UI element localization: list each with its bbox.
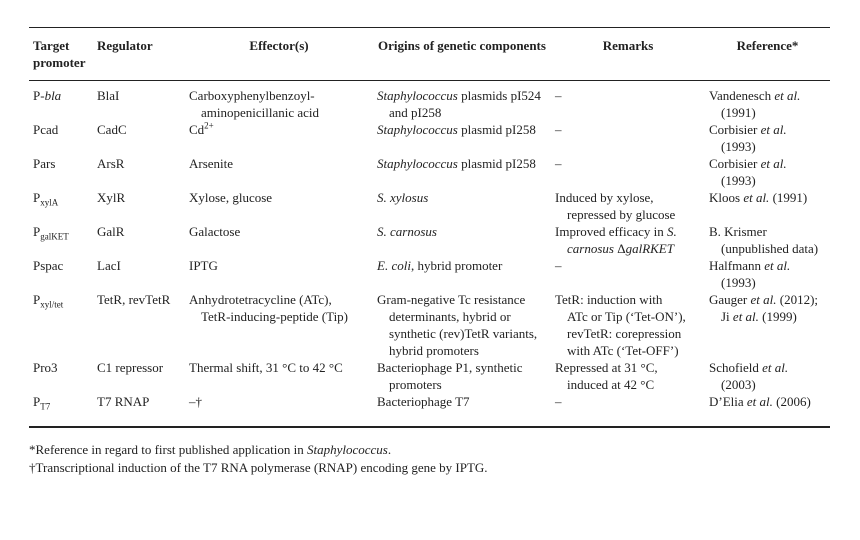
- text-segment: Gram-negative Tc resistance: [377, 292, 526, 307]
- cell-line: [555, 342, 701, 359]
- text-segment: Repressed at 31 °C,: [555, 360, 658, 375]
- text-segment: –: [555, 88, 562, 103]
- cell-line: [555, 291, 701, 308]
- footnote-reference: [29, 441, 391, 458]
- cell-line: [555, 206, 701, 223]
- header-row: [29, 29, 830, 81]
- promoter-name: Pro3: [33, 360, 58, 375]
- cell-regulator: CadC: [97, 122, 127, 137]
- cell-line: [377, 291, 547, 308]
- header-origins: Origins of genetic components: [378, 38, 546, 53]
- cell-line: [709, 138, 826, 155]
- cell-line: [377, 342, 547, 359]
- promoter-name: Pars: [33, 156, 56, 171]
- cell-origins: [373, 359, 551, 393]
- cell-remarks: [551, 155, 705, 189]
- text-segment: S.: [667, 224, 677, 239]
- text-segment: Bacteriophage T7: [377, 394, 470, 409]
- promoter-subscript: galKET: [40, 231, 69, 242]
- cell-line: [709, 189, 826, 206]
- cell-line: [709, 308, 826, 325]
- cell-line: [555, 257, 701, 274]
- cell-effector: [185, 155, 373, 189]
- text-segment: with ATc (‘Tet-OFF’): [567, 343, 679, 358]
- text-segment: –: [555, 258, 562, 273]
- cell-line: [555, 189, 701, 206]
- cell-promoter: [29, 291, 93, 359]
- table-top-rule: [29, 27, 830, 28]
- text-segment: TetR-inducing-peptide (Tip): [201, 309, 349, 324]
- cell-origins: [373, 257, 551, 291]
- promoter-subscript: xyl/tet: [40, 299, 64, 310]
- text-segment: IPTG: [189, 258, 218, 273]
- cell-reference: [705, 257, 830, 291]
- text-segment: –†: [189, 394, 202, 409]
- cell-line: [709, 240, 826, 257]
- text-segment: et al.: [774, 88, 801, 103]
- cell-regulator: T7 RNAP: [97, 394, 150, 409]
- promoter-name: Pspac: [33, 258, 64, 273]
- text-segment: Carboxyphenylbenzoyl-: [189, 88, 315, 103]
- cell-reference: [705, 223, 830, 257]
- cell-line: [555, 87, 701, 104]
- text-segment: Thermal shift, 31 °C to 42 °C: [189, 360, 343, 375]
- cell-promoter: [29, 393, 93, 410]
- text-segment: S. carnosus: [377, 224, 437, 239]
- header-reference: Reference*: [736, 38, 799, 53]
- cell-promoter: [29, 223, 93, 257]
- text-segment: Induced by xylose,: [555, 190, 654, 205]
- text-segment: et al.: [732, 309, 759, 324]
- cell-line: [377, 189, 547, 206]
- cell-effector: [185, 291, 373, 359]
- cell-line: [555, 359, 701, 376]
- cell-line: [377, 325, 547, 342]
- promoter-subscript: xylA: [40, 197, 59, 208]
- text-segment: and pI258: [389, 105, 442, 120]
- text-segment: et al.: [743, 190, 770, 205]
- text-segment: (2003): [721, 377, 756, 392]
- table-row: [29, 81, 830, 121]
- cell-effector: [185, 121, 373, 155]
- text-segment: promoters: [389, 377, 442, 392]
- text-segment: D’Elia: [709, 394, 747, 409]
- text-segment: induced at 42 °C: [567, 377, 655, 392]
- text-segment: Galactose: [189, 224, 241, 239]
- text-segment: Cd: [189, 122, 205, 137]
- cell-line: [377, 155, 547, 172]
- cell-regulator: C1 repressor: [97, 360, 164, 375]
- cell-origins: [373, 155, 551, 189]
- table-row: [29, 223, 830, 257]
- cell-line: [555, 393, 701, 410]
- text-segment: Staphylococcus: [377, 122, 458, 137]
- cell-line: [709, 155, 826, 172]
- cell-effector: [185, 189, 373, 223]
- text-segment: synthetic (rev)TetR variants,: [389, 326, 538, 341]
- cell-promoter: [29, 121, 93, 155]
- text-segment: (2012);: [776, 292, 819, 307]
- text-segment: –: [555, 156, 562, 171]
- header-target-label: Target: [33, 38, 70, 53]
- text-segment: Arsenite: [189, 156, 234, 171]
- text-segment: , hybrid promoter: [410, 258, 503, 273]
- cell-line: [377, 87, 547, 104]
- promoter-name: P: [33, 190, 41, 205]
- text-segment: –: [555, 394, 562, 409]
- text-segment: carnosus: [567, 241, 614, 256]
- cell-line: [709, 257, 826, 274]
- cell-line: [709, 359, 826, 376]
- cell-effector: [185, 223, 373, 257]
- cell-line: [555, 155, 701, 172]
- table-row: [29, 291, 830, 359]
- text-segment: plasmid pI258: [457, 156, 536, 171]
- cell-line: [709, 104, 826, 121]
- text-segment: Halfmann: [709, 258, 765, 273]
- cell-line: [709, 223, 826, 240]
- superscript: 2+: [204, 120, 214, 131]
- text-segment: Improved efficacy in: [555, 224, 668, 239]
- text-segment: Xylose, glucose: [189, 190, 273, 205]
- cell-remarks: [551, 359, 705, 393]
- cell-promoter: [29, 189, 93, 223]
- table-row: [29, 155, 830, 189]
- cell-line: [709, 87, 826, 104]
- cell-origins: [373, 291, 551, 359]
- cell-regulator: GalR: [97, 224, 125, 239]
- cell-line: [189, 291, 369, 308]
- text-segment: hybrid promoters: [389, 343, 479, 358]
- text-segment: Schofield: [709, 360, 763, 375]
- cell-origins: [373, 223, 551, 257]
- cell-line: [709, 393, 826, 410]
- header-remarks: Remarks: [602, 38, 654, 53]
- cell-line: [189, 257, 369, 274]
- text-segment: Staphylococcus: [377, 88, 458, 103]
- cell-origins: [373, 189, 551, 223]
- cell-reference: [705, 393, 830, 410]
- text-segment: (1999): [758, 309, 797, 324]
- table-row: [29, 189, 830, 223]
- text-segment: Staphylococcus: [306, 442, 388, 457]
- footnote-transcription: [29, 459, 488, 476]
- header-promoter-label: promoter: [33, 55, 86, 70]
- cell-reference: [705, 189, 830, 223]
- cell-line: [555, 376, 701, 393]
- cell-regulator: LacI: [97, 258, 121, 273]
- text-segment: Δ: [613, 241, 626, 256]
- cell-line: [377, 359, 547, 376]
- text-segment: (2006): [772, 394, 811, 409]
- cell-reference: [705, 155, 830, 189]
- cell-regulator: TetR, revTetR: [97, 292, 171, 307]
- cell-regulator: BlaI: [97, 88, 120, 103]
- promoter-subscript: T7: [40, 401, 51, 412]
- table-row: [29, 393, 830, 410]
- cell-line: [377, 257, 547, 274]
- text-segment: revTetR: corepression: [567, 326, 682, 341]
- text-segment: S. xylosus: [377, 190, 429, 205]
- header-target-promoter: [29, 29, 93, 81]
- cell-reference: [705, 81, 830, 121]
- cell-line: [189, 359, 369, 376]
- table-row: [29, 121, 830, 155]
- cell-line: [555, 223, 701, 240]
- text-segment: plasmids pI524: [457, 88, 541, 103]
- cell-line: [709, 291, 826, 308]
- cell-remarks: [551, 81, 705, 121]
- cell-line: [189, 155, 369, 172]
- table-body: [29, 81, 830, 410]
- cell-reference: [705, 121, 830, 155]
- text-segment: .: [387, 442, 392, 457]
- cell-remarks: [551, 121, 705, 155]
- cell-origins: [373, 121, 551, 155]
- text-segment: Ji: [721, 309, 733, 324]
- cell-regulator: XylR: [97, 190, 126, 205]
- text-segment: B. Krismer: [709, 224, 767, 239]
- text-segment: ATc or Tip (‘Tet-ON’),: [567, 309, 686, 324]
- cell-line: [377, 393, 547, 410]
- text-segment: et al.: [746, 394, 773, 409]
- cell-line: [189, 104, 369, 121]
- text-segment: †Transcriptional induction of the T7 RNA polymerase (RNAP) encoding gene by IPTG.: [29, 460, 488, 475]
- cell-line: [189, 308, 369, 325]
- promoter-italic: bla: [44, 88, 62, 103]
- text-segment: TetR: induction with: [555, 292, 663, 307]
- cell-line: [555, 325, 701, 342]
- text-segment: Corbisier: [709, 156, 761, 171]
- table-row: [29, 359, 830, 393]
- table-row: [29, 257, 830, 291]
- text-segment: Bacteriophage P1, synthetic: [377, 360, 523, 375]
- text-segment: determinants, hybrid or: [389, 309, 511, 324]
- text-segment: (1993): [721, 275, 756, 290]
- cell-line: [189, 189, 369, 206]
- cell-remarks: [551, 257, 705, 291]
- cell-line: [189, 87, 369, 104]
- cell-line: [555, 240, 701, 257]
- cell-promoter: [29, 257, 93, 291]
- text-segment: (1993): [721, 173, 756, 188]
- cell-line: [189, 393, 369, 410]
- text-segment: Gauger: [709, 292, 751, 307]
- cell-origins: [373, 81, 551, 121]
- cell-regulator: ArsR: [97, 156, 125, 171]
- cell-line: [377, 121, 547, 138]
- text-segment: –: [555, 122, 562, 137]
- promoter-name: P-: [33, 88, 45, 103]
- cell-promoter: [29, 81, 93, 121]
- text-segment: Vandenesch: [709, 88, 775, 103]
- text-segment: Anhydrotetracycline (ATc),: [189, 292, 332, 307]
- cell-promoter: [29, 359, 93, 393]
- cell-line: [377, 308, 547, 325]
- cell-line: [555, 308, 701, 325]
- cell-line: [377, 223, 547, 240]
- text-segment: repressed by glucose: [567, 207, 676, 222]
- cell-reference: [705, 291, 830, 359]
- text-segment: et al.: [760, 122, 787, 137]
- cell-effector: [185, 393, 373, 410]
- promoter-name: P: [33, 292, 41, 307]
- cell-origins: [373, 393, 551, 410]
- text-segment: (unpublished data): [721, 241, 819, 256]
- text-segment: Kloos: [709, 190, 744, 205]
- header-effector: Effector(s): [249, 38, 309, 53]
- cell-line: [709, 172, 826, 189]
- cell-line: [709, 121, 826, 138]
- text-segment: plasmid pI258: [457, 122, 536, 137]
- cell-effector: [185, 359, 373, 393]
- text-segment: Staphylococcus: [377, 156, 458, 171]
- promoter-name: Pcad: [33, 122, 59, 137]
- text-segment: et al.: [760, 156, 787, 171]
- promoter-name: P: [33, 394, 41, 409]
- text-segment: (1993): [721, 139, 756, 154]
- text-segment: Corbisier: [709, 122, 761, 137]
- header-regulator: Regulator: [97, 38, 153, 53]
- table-bottom-rule: [29, 426, 830, 428]
- cell-line: [189, 121, 369, 138]
- text-segment: (1991): [769, 190, 808, 205]
- text-segment: *Reference in regard to first published application in: [29, 442, 307, 457]
- text-segment: et al.: [750, 292, 777, 307]
- cell-remarks: [551, 223, 705, 257]
- cell-remarks: [551, 291, 705, 359]
- cell-line: [709, 274, 826, 291]
- text-segment: et al.: [764, 258, 791, 273]
- text-segment: galRKET: [625, 241, 674, 256]
- cell-line: [555, 121, 701, 138]
- cell-remarks: [551, 393, 705, 410]
- cell-reference: [705, 359, 830, 393]
- text-segment: (1991): [721, 105, 756, 120]
- cell-promoter: [29, 155, 93, 189]
- text-segment: E. coli: [377, 258, 411, 273]
- cell-effector: [185, 81, 373, 121]
- cell-effector: [185, 257, 373, 291]
- text-segment: aminopenicillanic acid: [201, 105, 320, 120]
- cell-line: [377, 376, 547, 393]
- text-segment: et al.: [762, 360, 789, 375]
- promoter-table: [29, 29, 830, 410]
- cell-remarks: [551, 189, 705, 223]
- promoter-name: P: [33, 224, 41, 239]
- cell-line: [377, 104, 547, 121]
- cell-line: [709, 376, 826, 393]
- cell-line: [189, 223, 369, 240]
